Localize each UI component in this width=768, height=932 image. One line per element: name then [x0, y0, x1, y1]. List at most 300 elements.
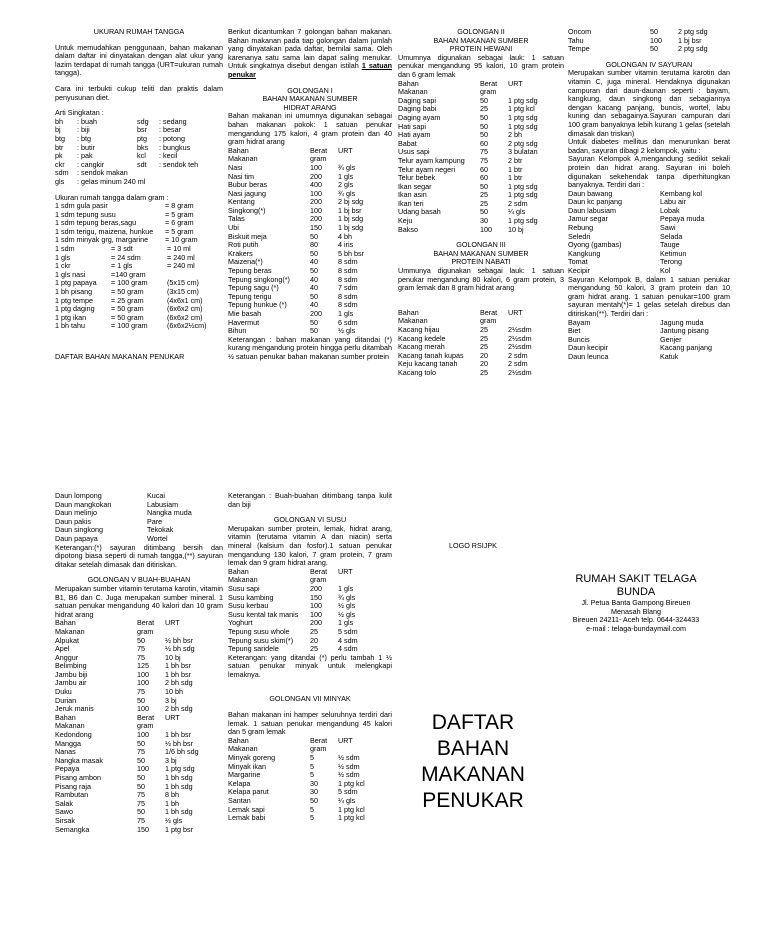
table-cell: Nangka muda [147, 508, 192, 518]
table-cell: Apel [55, 644, 70, 654]
abbr-cell: sdm [55, 168, 69, 178]
table-cell: 60 [480, 138, 488, 148]
table-cell: 80 [310, 240, 318, 250]
urt-cell: (5x15 cm) [167, 278, 199, 288]
abbr-cell: ckr [55, 159, 65, 169]
table-cell: 100 [480, 224, 492, 234]
abbr-row [55, 178, 217, 187]
table-header-cell: Berat [480, 78, 498, 88]
urt-cell: 1 sdm tepung beras,sagu [55, 218, 137, 228]
table-cell: 5 [310, 804, 314, 814]
table-cell: 25 [480, 342, 488, 352]
group-title: GOLONGAN II [457, 27, 505, 36]
table-cell: 75 [137, 747, 145, 757]
table-cell: Rebung [568, 223, 594, 233]
table-cell: 1 ptg sdg [508, 112, 538, 122]
paragraph: Ummunya digunakan sebagai lauk: 1 satuan penukar mengandung 80 kalori, 6 gram protein, 3 gram lemak dan 8 gram hidrat arang [398, 266, 564, 293]
table-cell: 25 [480, 104, 488, 114]
paragraph: Cara ini terbukti cukup teliti dan praktis dalam penyusunan diet. [55, 83, 223, 102]
note: Keterangan: yang ditandai (*) perlu tambah 1 ½ satuan penukar minyak untuk melengkapi lemaknya. [228, 652, 392, 679]
urt-cell: = 50 gram [111, 312, 144, 322]
food-table [398, 80, 538, 235]
table-header-cell: Makanan [398, 316, 428, 326]
table-cell: 40 [310, 283, 318, 293]
table-cell: Bakso [398, 224, 418, 234]
food-table [228, 737, 365, 823]
table-cell: Pepaya [55, 764, 80, 774]
table-cell: Margarine [228, 770, 261, 780]
table-cell: 10 bj [508, 224, 524, 234]
veg-list [568, 190, 704, 276]
group-title: GOLONGAN V BUAH-BUAHAN [87, 575, 191, 585]
table-cell: Lemak babi [228, 813, 266, 823]
table-cell: Daun singkong [55, 525, 103, 535]
table-cell: 50 [137, 755, 145, 765]
table-cell: Bihun [228, 326, 247, 336]
table-header-cell: Makanan [228, 575, 258, 585]
food-table [55, 619, 195, 714]
group-title: BAHAN MAKANAN SUMBER [262, 94, 358, 104]
urt-cell: 1 ptg tempe [55, 295, 93, 305]
table-cell: 30 [310, 778, 318, 788]
table-cell: ¼ gls [508, 207, 526, 217]
table-cell: 50 [310, 248, 318, 258]
table-cell: Kol [660, 266, 671, 276]
table-cell: 25 [480, 198, 488, 208]
table-cell: Nasi jagung [228, 188, 266, 198]
table-cell: Pare [147, 516, 163, 526]
table-cell: ½ bh bsr [165, 738, 193, 748]
table-cell: 1 ptg kcl [338, 813, 365, 823]
abbr-cell: : kecil [159, 151, 178, 161]
table-cell: ½ gls [338, 609, 356, 619]
urt-cell: = 50 gram [111, 304, 144, 314]
table-cell: Mangga [55, 738, 81, 748]
abbr-cell: : besar [159, 125, 181, 135]
table-cell: Krakers [228, 248, 253, 258]
table-cell: Susu kambing [228, 592, 274, 602]
table-cell: 40 [310, 274, 318, 284]
table-cell: Sirsak [55, 815, 75, 825]
table-cell: Daun leunca [568, 351, 609, 361]
table-cell: Kacang panjang [660, 343, 712, 353]
table-header-cell: gram [310, 575, 327, 585]
table-header-cell: Bahan [398, 78, 419, 88]
table-cell: 1 bj sdg [338, 214, 364, 224]
urt-cell: 1 ptg daging [55, 304, 95, 314]
abbr-cell: gls [55, 176, 65, 186]
cover-title-line: PENUKAR [422, 789, 524, 812]
table-cell: Santan [228, 796, 251, 805]
table-cell: 50 [137, 635, 145, 645]
table-cell: Kacang kedele [398, 333, 446, 343]
table-cell: 20 [310, 635, 318, 645]
abbr-cell: bsr [137, 125, 147, 135]
table-cell: Tahu [568, 35, 584, 45]
table-cell: 100 [310, 162, 322, 172]
urt-cell: 1 ptg ikan [55, 312, 87, 322]
table-cell: 50 [310, 231, 318, 241]
table-cell: 1 bh sdg [165, 781, 193, 791]
cover-title [398, 710, 548, 814]
table-cell: Daun labusiam [568, 205, 616, 215]
table-cell: Daging babi [398, 104, 437, 114]
table-header-cell: URT [165, 618, 180, 628]
table-cell: Lemak sapi [228, 804, 265, 814]
table-cell: Kucai [147, 491, 165, 500]
abbr-cell: : biji [77, 125, 90, 135]
table-cell: 5 [310, 761, 314, 771]
table-cell: Lobak [660, 205, 680, 215]
table-header-cell: gram [310, 154, 327, 164]
table-cell: Havermut [228, 317, 260, 327]
table-cell: Roti putih [228, 240, 259, 250]
footer-title: DAFTAR BAHAN MAKANAN PENUKAR [55, 352, 185, 361]
table-header-cell: Bahan [55, 618, 76, 628]
table-cell: 75 [480, 155, 488, 165]
table-cell: 200 [310, 583, 322, 593]
urt-cell: (4x6x1 cm) [167, 295, 203, 305]
table-cell: 50 [310, 266, 318, 276]
table-cell: 50 [480, 95, 488, 105]
table-cell: Biskuit meja [228, 231, 267, 241]
abbr-cell: : potong [159, 133, 185, 143]
table-cell: 50 [480, 181, 488, 191]
note: Keterangan:(*) sayuran ditimbang bersih dan dipotong biasa seperti di rumah tangga,(**) sayuran ditakar setelah dimasak dan ditiriskan. [55, 542, 223, 569]
table-header-cell: Berat [137, 712, 155, 722]
table-header-cell: Makanan [228, 744, 258, 754]
table-cell: 1 bh bsr [165, 661, 191, 671]
abbr-cell: : pak [77, 151, 93, 161]
table-cell: Talas [228, 214, 245, 224]
table-cell: Daging ayam [398, 112, 441, 122]
table-cell: 1 ptg sdg [165, 764, 195, 774]
table-cell: 150 [137, 824, 149, 834]
table-cell: Daun papaya [55, 533, 98, 543]
table-cell: 75 [137, 815, 145, 825]
group-title: BAHAN MAKANAN SUMBER [433, 248, 529, 258]
table-cell: Genjer [660, 334, 682, 344]
table-cell: 5 [310, 753, 314, 763]
table-cell: 1 bj bsr [338, 205, 362, 215]
section-title: UKURAN RUMAH TANGGA [93, 27, 185, 36]
table-cell: 400 [310, 180, 322, 190]
table-cell: Susu kental tak manis [228, 609, 299, 619]
table-header-cell: Berat [480, 307, 498, 317]
urt-cell: 1 ckr [55, 261, 71, 271]
table-cell: Kelapa parut [228, 787, 269, 797]
urt-row [55, 322, 221, 331]
table-cell: 100 [310, 609, 322, 619]
cover-title-line: DAFTAR [431, 711, 515, 734]
table-header-cell: Bahan [398, 307, 419, 317]
table-cell: ½ gls [338, 601, 356, 611]
table-cell: 75 [137, 687, 145, 697]
table-header-cell: URT [508, 307, 523, 317]
abbr-cell: bj [55, 125, 61, 135]
urt-cell: = 3 sdt [111, 244, 133, 254]
table-cell: Minyak ikan [228, 761, 266, 771]
table-cell: 2 ptg sdg [678, 44, 708, 54]
hospital-block [548, 573, 724, 633]
urt-cell: = 25 gram [111, 295, 144, 305]
table-header-cell: Berat [310, 566, 328, 576]
table-cell: 1 btr [508, 164, 523, 174]
table-cell: Telur ayam kampung [398, 155, 465, 165]
table-cell: Kacang tanah kupas [398, 350, 464, 360]
table-cell: 100 [137, 730, 149, 740]
table-cell: 5 bh bsr [338, 248, 364, 258]
table-cell: Tepung hunkue (*) [228, 300, 287, 310]
food-table [568, 28, 708, 54]
table-cell: 1 bh bsr [165, 669, 191, 679]
table-cell: 1 btr [508, 173, 523, 183]
table-cell: Labusiam [147, 499, 179, 509]
abbr-cell: : gelas minum 240 ml [77, 176, 146, 186]
paragraph: Sayuran Kelompok A,mengandung sedikit sekali protein dan hidrat arang. Sayuran ini boleh digunakan sekehendak tanpa diperhitungkan banyaknya. Terdiri dari : [568, 154, 730, 190]
panel-golongan-1 [228, 28, 392, 362]
table-cell: Jeruk manis [55, 704, 94, 714]
table-header-cell: gram [310, 744, 327, 754]
table-cell: Tepung sagu (*) [228, 283, 279, 293]
table-cell: 3 bj [165, 755, 177, 765]
abbr-cell: btr [55, 142, 64, 152]
table-cell: Belimbing [55, 661, 87, 671]
table-cell: 1 ptg sdg [508, 190, 538, 200]
panel-golongan-6-7 [228, 492, 392, 823]
table-cell: 100 [137, 678, 149, 688]
table-cell: 2½sdm [508, 333, 532, 343]
table-cell: 75 [137, 790, 145, 800]
table-cell: 50 [310, 326, 318, 336]
urt-cell: = 6 gram [165, 218, 194, 228]
abbr-cell: : cangkir [77, 159, 105, 169]
panel-golongan-4 [568, 28, 730, 362]
food-table [228, 147, 364, 336]
urt-cell: 1 sdm tepung susu [55, 209, 116, 219]
abbr-table [55, 118, 219, 170]
table-cell: 50 [480, 130, 488, 140]
table-cell: 1 bh sdg [165, 773, 193, 782]
table-cell: Tepung beras [228, 266, 272, 276]
table-cell: 1 ptg sdg [508, 95, 538, 105]
urt-cell: 1 sdm [55, 244, 75, 254]
table-cell: 75 [137, 652, 145, 662]
table-cell: Oyong (gambas) [568, 240, 622, 250]
table-cell: Kecipir [568, 266, 590, 276]
group-title: GOLONGAN IV SAYURAN [605, 59, 693, 69]
urt-row [55, 236, 221, 245]
table-cell: 50 [480, 207, 488, 217]
table-cell: 8 sdm [338, 274, 358, 284]
veg-list [568, 319, 712, 362]
table-cell: Biet [568, 326, 581, 336]
panel-cover [398, 492, 548, 551]
table-cell: ¼ gls [338, 796, 356, 805]
table-cell: 100 [650, 35, 662, 45]
table-cell: Ubi [228, 223, 239, 233]
table-header-cell: gram [480, 87, 497, 97]
table-cell: Duku [55, 687, 72, 697]
table-cell: ½ bh sdg [165, 644, 195, 654]
table-cell: Maizena(*) [228, 257, 263, 267]
table-cell: 50 [137, 695, 145, 705]
paragraph: Umumnya digunakan sebagai lauk: 1 satuan penukar mengandung 95 kalori, 10 gram protein dan 6 gram lemak [398, 52, 564, 79]
food-table [398, 309, 532, 378]
urt-row [55, 254, 221, 263]
table-cell: 200 [310, 197, 322, 207]
table-cell: Kangkung [568, 248, 601, 258]
table-cell: 40 [310, 257, 318, 267]
table-header-cell: URT [338, 145, 353, 155]
table-cell: 2½sdm [508, 342, 532, 352]
table-cell: 50 [480, 121, 488, 131]
urt-table [55, 202, 221, 245]
abbr-cell: sdt [137, 159, 147, 169]
urt-cell: 1 bh tahu [55, 321, 85, 331]
group-title: HIDRAT ARANG [283, 102, 337, 112]
table-cell: ½ sdm [338, 753, 360, 763]
table-cell: Kacang merah [398, 342, 445, 352]
food-row [228, 814, 365, 823]
urt-cell: = 240 ml [167, 252, 195, 262]
urt-title: Ukuran rumah tangga dalam gram : [55, 192, 169, 202]
table-cell: 8 sdm [338, 257, 358, 267]
table-cell: 2 ptg sdg [508, 138, 538, 148]
cover-title-line: BAHAN [436, 737, 510, 760]
address-line: Jl. Petua Banta Gampong Bireuen [581, 598, 691, 607]
table-cell: Tepung susu whole [228, 626, 290, 636]
table-cell: Pisang raja [55, 781, 91, 791]
table-cell: 1 ptg kcl [508, 104, 535, 114]
urt-cell: 1 ptg papaya [55, 278, 97, 288]
table-cell: 2 btr [508, 155, 523, 165]
table-cell: Katuk [660, 351, 679, 361]
urt-cell: (6x6x2½cm) [167, 321, 207, 331]
table-cell: Jambu air [55, 678, 87, 688]
table-cell: 3 bj [165, 695, 177, 705]
paragraph: Berikut dicantumkan 7 golongan bahan makanan. Bahan makanan pada tiap golongan dalam jumlah yang dinyatakan pada daftar, bernilai sama. Oleh karenanya satu sama lain dapat saling menukar. Untuk singkatnya disebut dengan istilah 1 satuan penukar [228, 27, 392, 79]
table-cell: ½ gls [338, 326, 356, 336]
table-cell: Tekokak [147, 525, 174, 535]
table-cell: 20 [480, 350, 488, 360]
table-cell: Bayam [568, 317, 591, 327]
abbr-cell: sdg [137, 116, 149, 126]
table-cell: Sawi [660, 223, 676, 233]
paragraph: Bahan makanan ini umumnya digunakan sebagai bahan makanan pokok: 1 satuan penukar mengandung 175 kalori, 4 gram protein dan 40 gram hidrat arang [228, 111, 392, 147]
urt-table-2 [55, 245, 221, 331]
table-cell: Daun bawang [568, 188, 613, 198]
note: Keterangan : bahan makanan yang ditandai (*) kurang mengandung protein hingga perlu ditambah ½ satuan penukar bahan makanan sumber protein [228, 334, 392, 361]
table-cell: Kacang tolo [398, 367, 436, 377]
urt-cell: = 100 gram [111, 321, 148, 331]
table-header-cell: gram [137, 626, 154, 636]
table-header-cell: Bahan [228, 566, 249, 576]
table-cell: 2 ptg sdg [678, 27, 708, 36]
table-cell: ½ sdm [338, 770, 360, 780]
table-cell: Jagung muda [660, 317, 704, 327]
table-cell: 2 sdm [508, 350, 528, 360]
table-header-cell: Bahan [228, 735, 249, 745]
urt-cell: = 8 gram [165, 201, 194, 211]
group-title: PROTEIN HEWANI [449, 44, 513, 54]
table-cell: 10 bh [165, 687, 183, 697]
food-row [55, 826, 199, 835]
urt-cell: = 5 gram [165, 209, 194, 219]
table-cell: 200 [310, 309, 322, 318]
cover-title-line: MAKANAN [421, 763, 525, 786]
table-cell: Kacang hijau [398, 325, 440, 334]
paragraph: Untuk memudahkan penggunaan, bahan makanan dalam daftar ini dinyatakan dengan alat ukur yang lazim terdapat di rumah tangga (URT=ukuran rumah tangga). [55, 42, 223, 78]
urt-cell: 1 gls nasi [55, 269, 86, 279]
table-cell: Durian [55, 695, 77, 705]
table-cell: Rambutan [55, 790, 89, 800]
table-cell: 60 [480, 173, 488, 183]
hospital-name: BUNDA [616, 586, 656, 598]
table-cell: 8 sdm [338, 300, 358, 310]
table-cell: 100 [310, 188, 322, 198]
table-cell: 2½sdm [508, 325, 532, 334]
urt-cell: = 5 gram [165, 226, 194, 236]
table-cell: Salak [55, 798, 73, 808]
table-cell: 150 [310, 223, 322, 233]
table-cell: Daging sapi [398, 95, 436, 105]
abbr-cell: : sendok makan [77, 168, 128, 178]
abbr-cell: : sendok teh [159, 159, 199, 169]
table-cell: 25 [310, 626, 318, 636]
table-cell: 50 [480, 112, 488, 122]
food-row [398, 369, 532, 378]
urt-cell: (3x15 cm) [167, 287, 199, 297]
table-cell: 6 sdm [338, 317, 358, 327]
paragraph: Merupakan sumber protein, lemak, hidrat arang, vitamin (terutama vitamin A dan niacin) serta mineral (kalsium dan fosfor).1 satuan penukar mengandung 130 kalori, 7 gram protein, 7 gram lemak dan 9 gram hidrat arang. [228, 523, 392, 568]
table-cell: Semangka [55, 824, 90, 834]
panel-golongan-2-3 [398, 28, 564, 378]
table-header-cell: Berat [310, 735, 328, 745]
table-cell: Hati sapi [398, 121, 426, 131]
table-cell: ½ gls [165, 815, 183, 825]
table-cell: 75 [480, 147, 488, 157]
table-header-cell: URT [338, 566, 353, 576]
table-cell: Susu sapi [228, 583, 260, 593]
urt-cell: = 10 ml [167, 244, 191, 254]
table-cell: 8 sdm [338, 266, 358, 276]
table-cell: Tepung susu skim(*) [228, 635, 294, 645]
veg-row [568, 250, 704, 259]
urt-cell: (6x6x2 cm) [167, 312, 203, 322]
urt-cell: = 50 gram [111, 287, 144, 297]
table-cell: Tauge [660, 240, 680, 250]
table-cell: 50 [310, 317, 318, 327]
table-cell: Yoghurt [228, 618, 253, 628]
table-cell: Daun melinjo [55, 508, 97, 518]
group-title: BAHAN MAKANAN SUMBER [433, 35, 529, 45]
table-cell: 1 ptg sdg [508, 181, 538, 191]
table-cell: Singkong(*) [228, 205, 266, 215]
table-cell: ¾ gls [338, 188, 356, 198]
table-cell: 50 [137, 738, 145, 748]
table-cell: 1 bh [165, 798, 179, 808]
table-cell: Alpukat [55, 635, 79, 645]
table-cell: Nangka masak [55, 755, 103, 765]
urt-cell: = 100 gram [111, 278, 148, 288]
table-cell: Terong [660, 257, 682, 267]
table-cell: 10 bj [165, 652, 181, 662]
table-cell: 5 [310, 813, 314, 823]
table-cell: Buncis [568, 334, 590, 344]
group-title: GOLONGAN III [456, 240, 506, 250]
table-header-cell: Makanan [398, 87, 428, 97]
